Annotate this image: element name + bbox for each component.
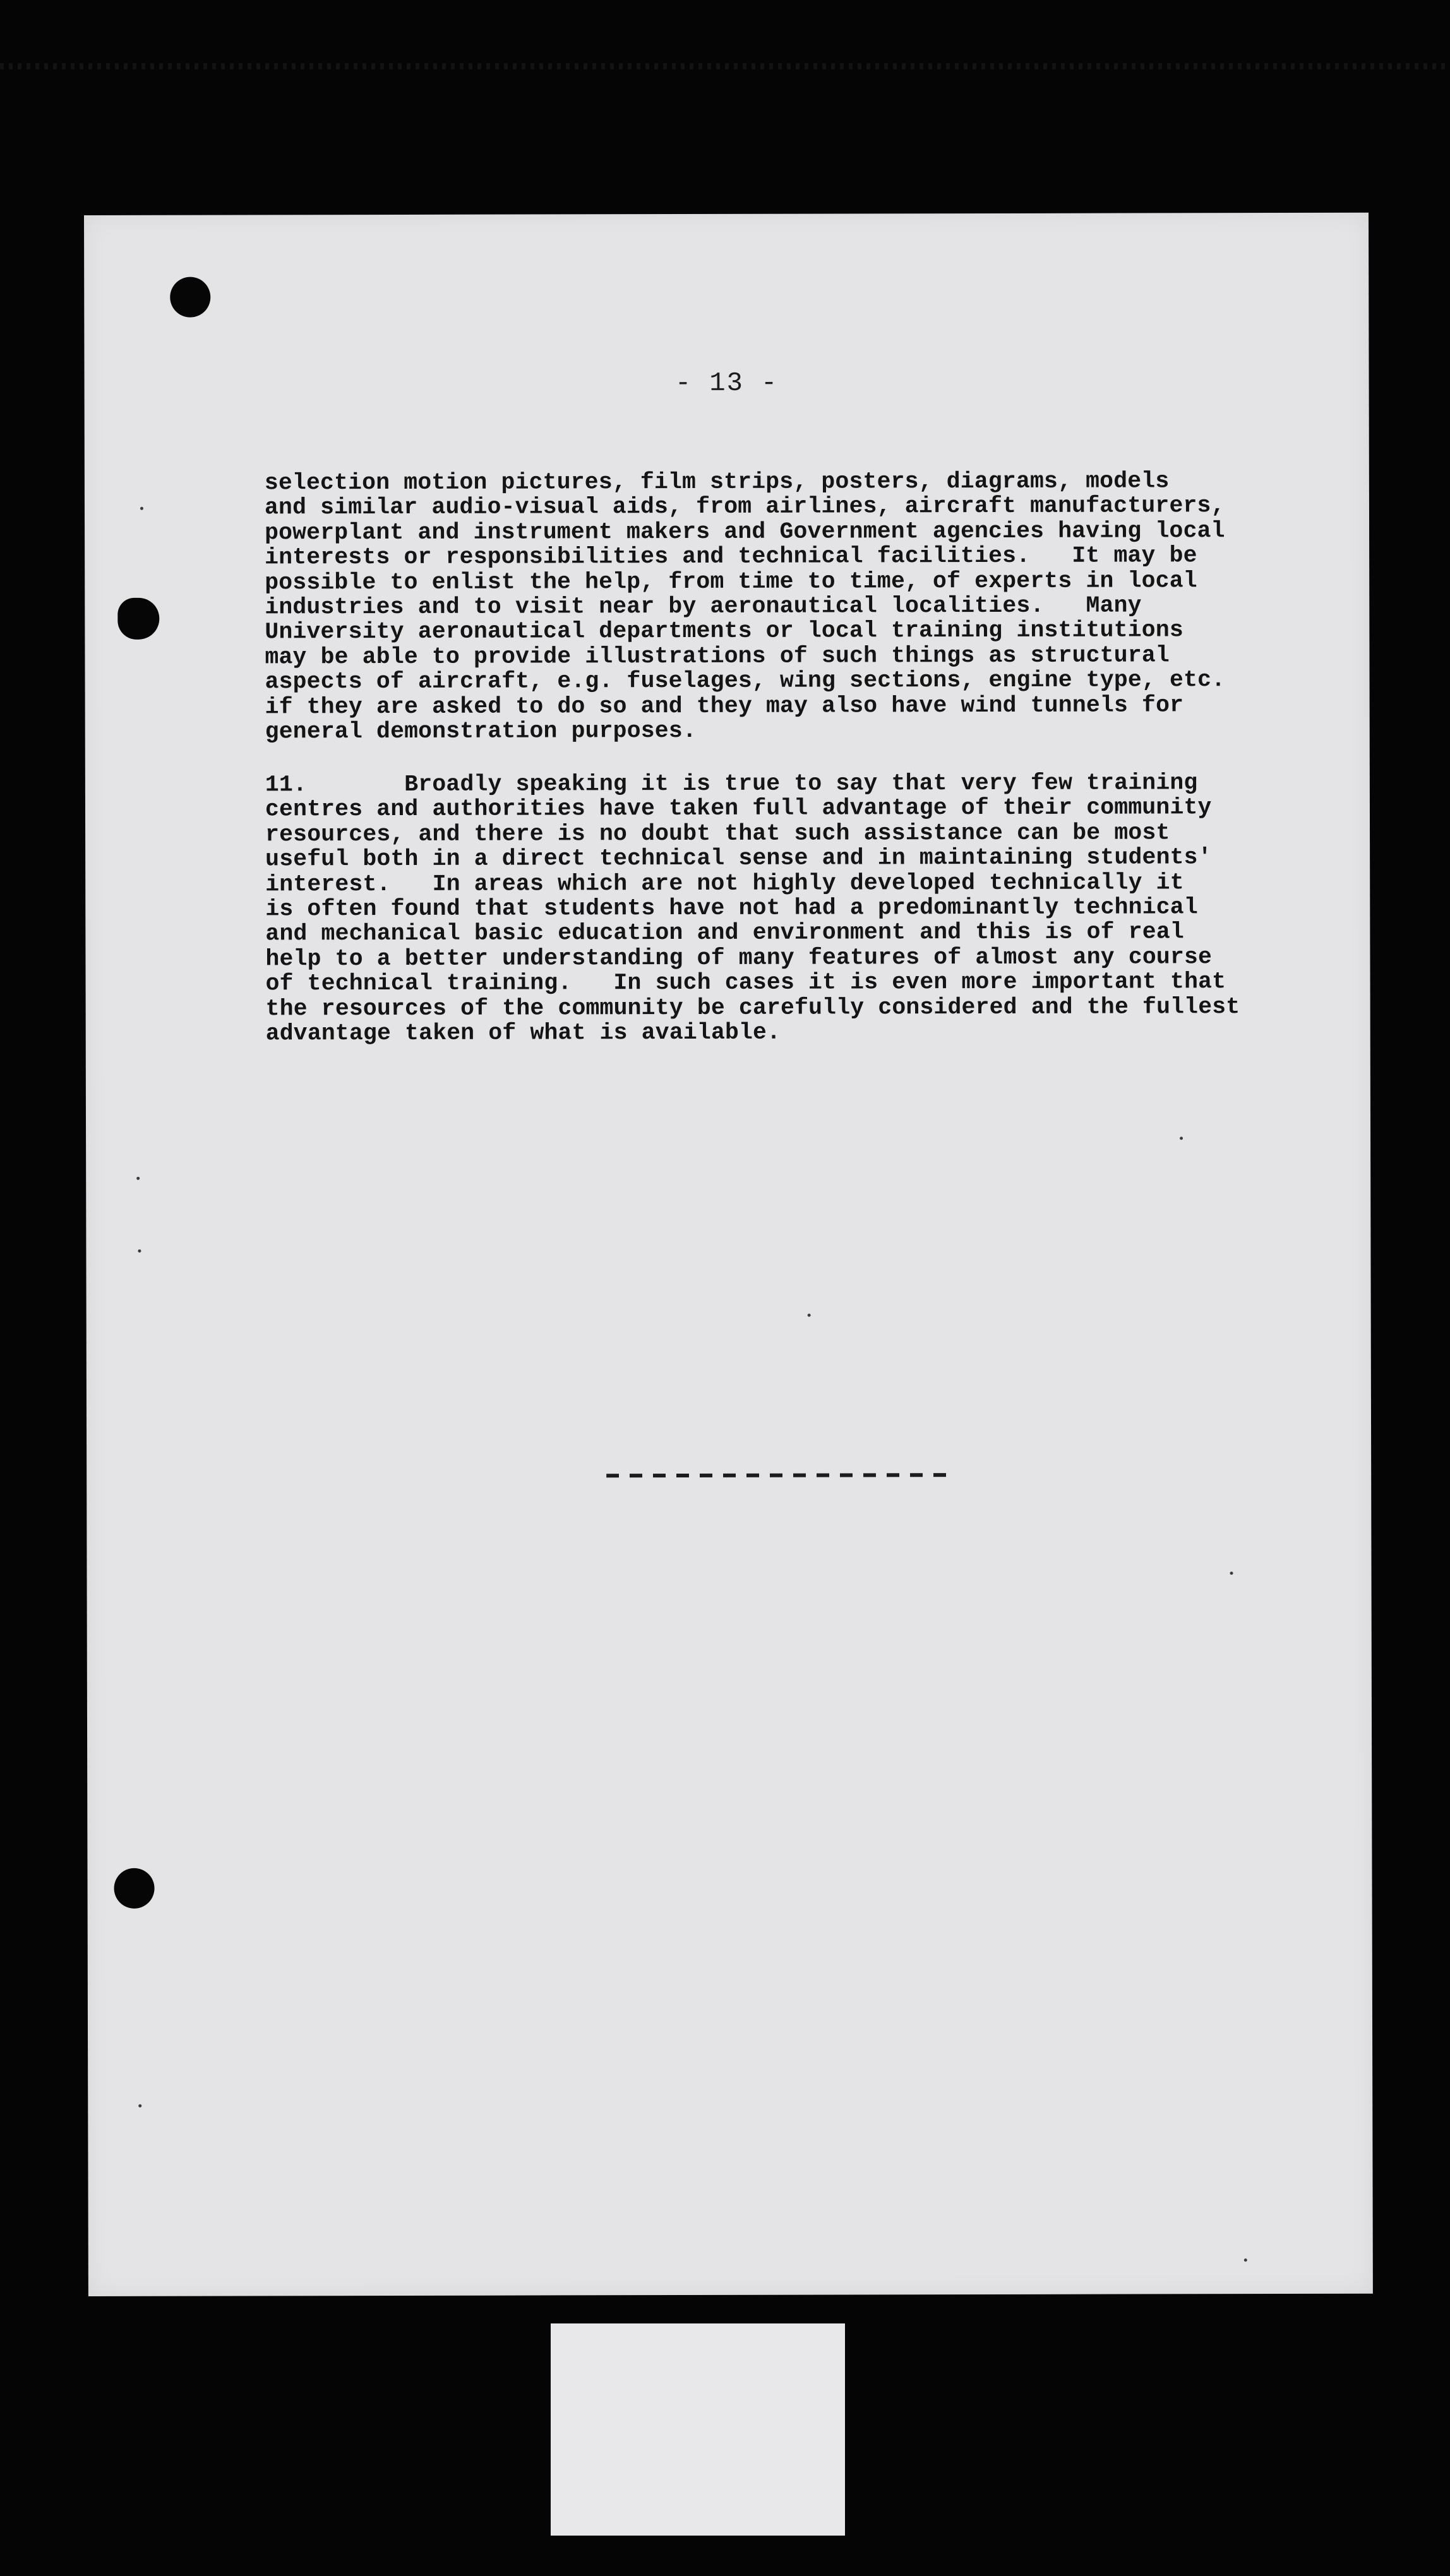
text-line: interest. In areas which are not highly developed technically it	[265, 869, 1184, 898]
punch-hole-middle	[117, 598, 159, 640]
punch-hole-bottom	[114, 1868, 154, 1909]
paper-flap	[551, 2323, 845, 2536]
paper-speck	[1180, 1136, 1183, 1140]
text-line: general demonstration purposes.	[265, 718, 697, 745]
text-line: advantage taken of what is available.	[265, 1019, 781, 1047]
paper-speck	[808, 1314, 811, 1317]
text-line: selection motion pictures, film strips, posters, diagrams, models	[264, 468, 1170, 496]
paper-speck	[1244, 2258, 1247, 2262]
page-number: - 13 -	[674, 367, 779, 399]
text-line: interests or responsibilities and technical facilities. It may be	[265, 542, 1197, 571]
text-line: possible to enlist the help, from time to time, of experts in local	[265, 567, 1197, 596]
text-line: aspects of aircraft, e.g. fuselages, wing sections, engine type, etc.	[265, 667, 1226, 695]
document-page	[84, 213, 1373, 2296]
paper-speck	[1230, 1571, 1233, 1575]
paper-speck	[140, 507, 143, 510]
paper-speck	[138, 2104, 141, 2108]
text-line: is often found that students have not had a predominantly technical	[265, 894, 1198, 922]
text-line: 11. Broadly speaking it is true to say that very few training	[265, 770, 1198, 798]
section-separator	[606, 1473, 950, 1477]
paper-speck	[138, 1249, 141, 1253]
paragraph-11	[265, 770, 1352, 1046]
text-line: resources, and there is no doubt that such assistance can be most	[265, 820, 1170, 848]
text-line: useful both in a direct technical sense and in maintaining students'	[265, 844, 1212, 873]
scan-top-edge	[0, 63, 1450, 69]
text-line: if they are asked to do so and they may also have wind tunnels for	[265, 692, 1184, 720]
text-line: and mechanical basic education and environment and this is of real	[265, 919, 1184, 947]
punch-hole-top	[170, 277, 210, 318]
text-line: and similar audio-visual aids, from airlines, aircraft manufacturers,	[264, 492, 1225, 521]
text-line: may be able to provide illustrations of such things as structural	[265, 642, 1170, 671]
text-line: University aeronautical departments or local training institutions	[265, 617, 1183, 645]
text-line: centres and authorities have taken full advantage of their community	[265, 794, 1212, 823]
paragraph-continuation	[265, 468, 1351, 744]
text-line: the resources of the community be carefully considered and the fullest	[265, 993, 1240, 1022]
text-line: powerplant and instrument makers and Government agencies having local	[265, 518, 1225, 546]
paper-speck	[136, 1177, 140, 1180]
text-line: help to a better understanding of many features of almost any course	[265, 944, 1213, 972]
text-line: of technical training. In such cases it is even more important that	[265, 969, 1226, 997]
text-line: industries and to visit near by aeronautical localities. Many	[265, 592, 1142, 621]
